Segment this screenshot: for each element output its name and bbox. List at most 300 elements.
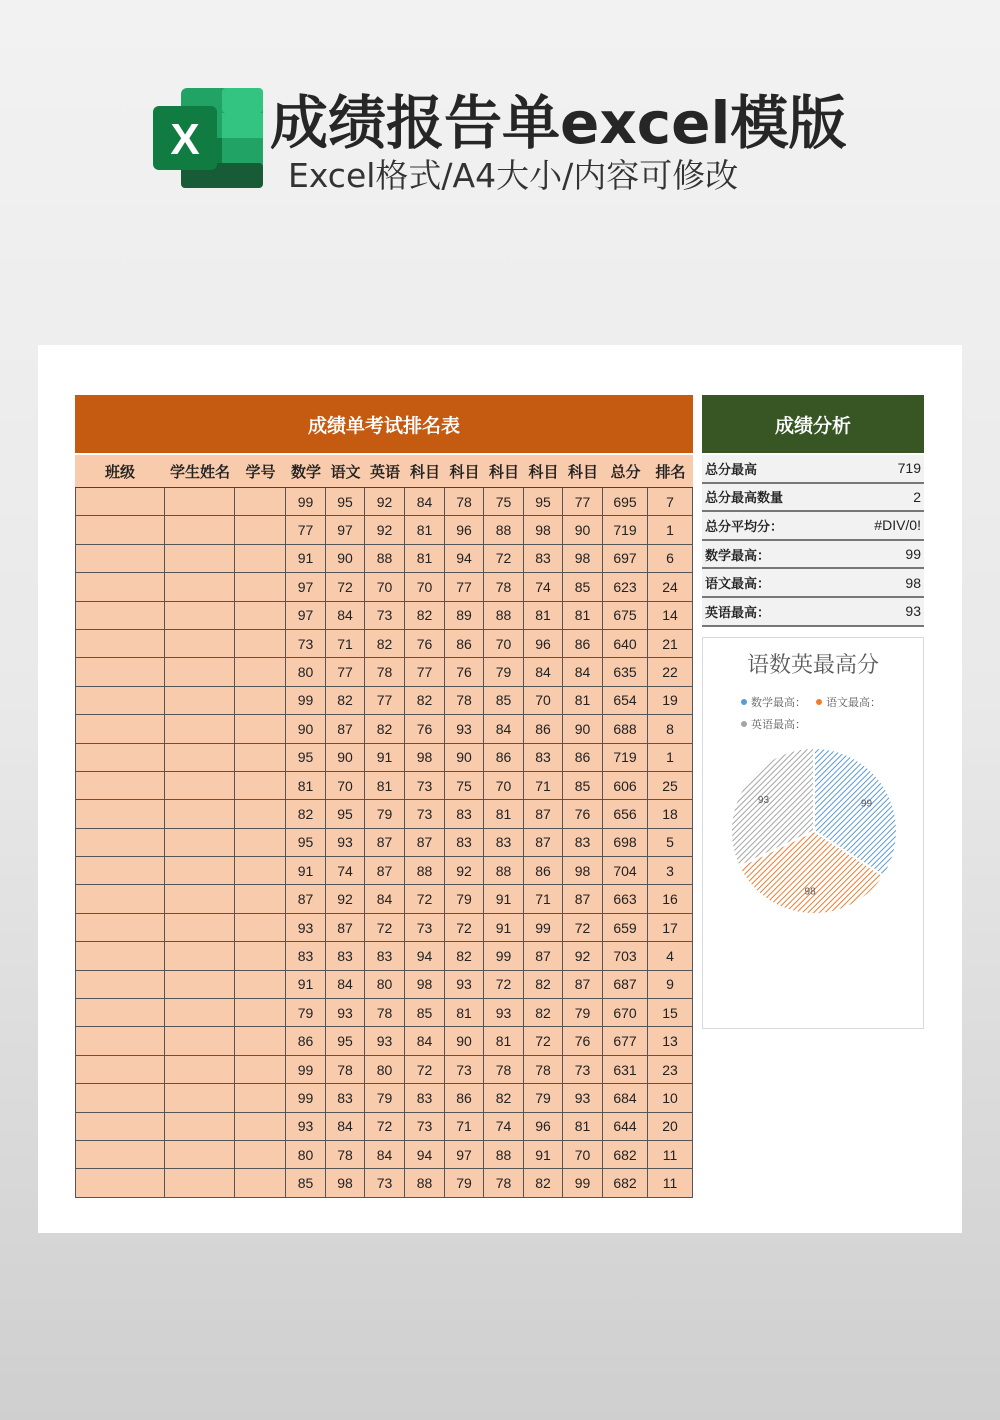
- table-cell[interactable]: 79: [445, 1169, 484, 1196]
- table-cell[interactable]: 635: [603, 658, 648, 685]
- table-cell[interactable]: 83: [326, 1084, 365, 1111]
- table-cell[interactable]: 88: [484, 857, 524, 884]
- table-cell[interactable]: 93: [286, 914, 326, 941]
- table-cell[interactable]: 670: [603, 999, 648, 1026]
- table-cell[interactable]: 98: [524, 516, 563, 543]
- table-cell[interactable]: 73: [286, 630, 326, 657]
- table-cell[interactable]: 81: [365, 772, 405, 799]
- table-cell[interactable]: 77: [405, 658, 445, 685]
- table-cell[interactable]: [235, 1027, 286, 1054]
- table-cell[interactable]: 88: [365, 545, 405, 572]
- table-cell[interactable]: [165, 1169, 235, 1196]
- table-cell[interactable]: 83: [286, 942, 326, 969]
- table-cell[interactable]: 74: [484, 1113, 524, 1140]
- table-cell[interactable]: 94: [405, 1141, 445, 1168]
- table-cell[interactable]: 70: [524, 687, 563, 714]
- table-cell[interactable]: 697: [603, 545, 648, 572]
- table-cell[interactable]: 93: [365, 1027, 405, 1054]
- table-cell[interactable]: 76: [563, 1027, 603, 1054]
- table-cell[interactable]: 87: [286, 885, 326, 912]
- table-cell[interactable]: 82: [405, 602, 445, 629]
- table-cell[interactable]: 79: [524, 1084, 563, 1111]
- table-cell[interactable]: [165, 857, 235, 884]
- table-cell[interactable]: 84: [563, 658, 603, 685]
- table-cell[interactable]: 87: [524, 829, 563, 856]
- table-cell[interactable]: 91: [365, 744, 405, 771]
- table-cell[interactable]: 78: [524, 1056, 563, 1083]
- table-cell[interactable]: [75, 1141, 165, 1168]
- table-cell[interactable]: 75: [445, 772, 484, 799]
- table-cell[interactable]: 76: [445, 658, 484, 685]
- table-cell[interactable]: 85: [286, 1169, 326, 1196]
- table-cell[interactable]: [165, 829, 235, 856]
- table-cell[interactable]: 78: [445, 687, 484, 714]
- table-cell[interactable]: 93: [445, 971, 484, 998]
- table-cell[interactable]: [75, 1027, 165, 1054]
- table-cell[interactable]: 87: [524, 942, 563, 969]
- table-cell[interactable]: 72: [365, 914, 405, 941]
- table-cell[interactable]: 79: [484, 658, 524, 685]
- table-cell[interactable]: 80: [286, 1141, 326, 1168]
- table-cell[interactable]: [75, 914, 165, 941]
- table-cell[interactable]: 20: [648, 1113, 693, 1140]
- table-cell[interactable]: 5: [648, 829, 693, 856]
- table-cell[interactable]: 79: [365, 800, 405, 827]
- table-cell[interactable]: 71: [326, 630, 365, 657]
- table-cell[interactable]: 73: [563, 1056, 603, 1083]
- table-cell[interactable]: 84: [326, 602, 365, 629]
- table-cell[interactable]: 719: [603, 516, 648, 543]
- table-cell[interactable]: 87: [365, 829, 405, 856]
- table-cell[interactable]: 83: [405, 1084, 445, 1111]
- table-cell[interactable]: [235, 857, 286, 884]
- table-cell[interactable]: [235, 573, 286, 600]
- table-cell[interactable]: 95: [286, 829, 326, 856]
- table-cell[interactable]: [75, 488, 165, 515]
- table-cell[interactable]: 79: [445, 885, 484, 912]
- table-cell[interactable]: 89: [445, 602, 484, 629]
- table-cell[interactable]: [165, 658, 235, 685]
- table-cell[interactable]: 88: [484, 516, 524, 543]
- table-cell[interactable]: 90: [286, 715, 326, 742]
- table-cell[interactable]: 659: [603, 914, 648, 941]
- table-cell[interactable]: 87: [405, 829, 445, 856]
- table-cell[interactable]: 94: [405, 942, 445, 969]
- table-cell[interactable]: 663: [603, 885, 648, 912]
- table-cell[interactable]: [75, 630, 165, 657]
- pie-chart[interactable]: [702, 637, 924, 1029]
- table-cell[interactable]: 82: [445, 942, 484, 969]
- table-cell[interactable]: 631: [603, 1056, 648, 1083]
- table-cell[interactable]: 73: [405, 772, 445, 799]
- table-cell[interactable]: [165, 772, 235, 799]
- table-cell[interactable]: [235, 687, 286, 714]
- table-cell[interactable]: 79: [563, 999, 603, 1026]
- table-cell[interactable]: 75: [484, 488, 524, 515]
- table-cell[interactable]: [75, 687, 165, 714]
- table-cell[interactable]: [165, 488, 235, 515]
- table-cell[interactable]: 79: [365, 1084, 405, 1111]
- table-cell[interactable]: 92: [365, 516, 405, 543]
- table-cell[interactable]: 21: [648, 630, 693, 657]
- table-cell[interactable]: 76: [405, 630, 445, 657]
- table-cell[interactable]: 82: [524, 999, 563, 1026]
- table-cell[interactable]: 695: [603, 488, 648, 515]
- table-cell[interactable]: 74: [326, 857, 365, 884]
- table-cell[interactable]: 99: [286, 1056, 326, 1083]
- table-cell[interactable]: 96: [524, 630, 563, 657]
- table-cell[interactable]: 90: [326, 744, 365, 771]
- table-cell[interactable]: 640: [603, 630, 648, 657]
- table-cell[interactable]: 78: [445, 488, 484, 515]
- table-cell[interactable]: 81: [484, 800, 524, 827]
- table-cell[interactable]: [165, 1113, 235, 1140]
- table-cell[interactable]: 90: [445, 744, 484, 771]
- table-cell[interactable]: [75, 573, 165, 600]
- table-cell[interactable]: 87: [365, 857, 405, 884]
- table-cell[interactable]: 82: [405, 687, 445, 714]
- table-cell[interactable]: 79: [286, 999, 326, 1026]
- table-cell[interactable]: 70: [563, 1141, 603, 1168]
- table-cell[interactable]: 675: [603, 602, 648, 629]
- table-cell[interactable]: [75, 658, 165, 685]
- table-cell[interactable]: [165, 800, 235, 827]
- table-cell[interactable]: 78: [365, 999, 405, 1026]
- table-cell[interactable]: 688: [603, 715, 648, 742]
- table-cell[interactable]: 98: [563, 545, 603, 572]
- table-cell[interactable]: [235, 829, 286, 856]
- table-cell[interactable]: 78: [484, 1169, 524, 1196]
- table-cell[interactable]: 77: [326, 658, 365, 685]
- table-cell[interactable]: 84: [484, 715, 524, 742]
- table-cell[interactable]: 15: [648, 999, 693, 1026]
- analysis-value[interactable]: 93: [905, 603, 921, 620]
- table-cell[interactable]: [235, 1084, 286, 1111]
- table-cell[interactable]: 87: [326, 715, 365, 742]
- table-cell[interactable]: 84: [365, 1141, 405, 1168]
- table-cell[interactable]: [75, 744, 165, 771]
- table-cell[interactable]: [165, 630, 235, 657]
- table-cell[interactable]: 77: [445, 573, 484, 600]
- table-cell[interactable]: [235, 1113, 286, 1140]
- table-cell[interactable]: [235, 1056, 286, 1083]
- table-cell[interactable]: 11: [648, 1169, 693, 1196]
- table-cell[interactable]: 8: [648, 715, 693, 742]
- table-cell[interactable]: 86: [445, 1084, 484, 1111]
- table-cell[interactable]: [235, 744, 286, 771]
- table-cell[interactable]: 88: [405, 857, 445, 884]
- table-cell[interactable]: 1: [648, 744, 693, 771]
- analysis-value[interactable]: 2: [913, 488, 921, 505]
- table-cell[interactable]: 84: [405, 1027, 445, 1054]
- table-cell[interactable]: 93: [484, 999, 524, 1026]
- table-cell[interactable]: 76: [405, 715, 445, 742]
- table-cell[interactable]: [165, 744, 235, 771]
- analysis-value[interactable]: 99: [905, 546, 921, 563]
- table-cell[interactable]: 70: [405, 573, 445, 600]
- table-cell[interactable]: 684: [603, 1084, 648, 1111]
- table-cell[interactable]: 98: [405, 744, 445, 771]
- table-cell[interactable]: 82: [286, 800, 326, 827]
- table-cell[interactable]: 99: [286, 687, 326, 714]
- table-cell[interactable]: [165, 1141, 235, 1168]
- table-cell[interactable]: 99: [286, 1084, 326, 1111]
- table-cell[interactable]: [235, 545, 286, 572]
- table-cell[interactable]: 654: [603, 687, 648, 714]
- table-cell[interactable]: 623: [603, 573, 648, 600]
- table-cell[interactable]: 85: [484, 687, 524, 714]
- table-cell[interactable]: 682: [603, 1169, 648, 1196]
- table-cell[interactable]: 83: [445, 800, 484, 827]
- table-cell[interactable]: [165, 516, 235, 543]
- table-cell[interactable]: 93: [563, 1084, 603, 1111]
- table-cell[interactable]: [235, 914, 286, 941]
- table-cell[interactable]: 87: [524, 800, 563, 827]
- table-cell[interactable]: 81: [563, 602, 603, 629]
- table-cell[interactable]: 72: [326, 573, 365, 600]
- table-cell[interactable]: 82: [365, 715, 405, 742]
- table-cell[interactable]: 84: [405, 488, 445, 515]
- table-cell[interactable]: 72: [445, 914, 484, 941]
- table-cell[interactable]: 90: [563, 715, 603, 742]
- table-cell[interactable]: 71: [524, 772, 563, 799]
- table-cell[interactable]: 78: [484, 573, 524, 600]
- table-cell[interactable]: 86: [445, 630, 484, 657]
- table-cell[interactable]: [165, 545, 235, 572]
- table-cell[interactable]: [165, 573, 235, 600]
- table-cell[interactable]: 88: [484, 1141, 524, 1168]
- table-cell[interactable]: 88: [484, 602, 524, 629]
- table-cell[interactable]: 23: [648, 1056, 693, 1083]
- table-cell[interactable]: 73: [365, 602, 405, 629]
- table-cell[interactable]: 72: [405, 1056, 445, 1083]
- table-cell[interactable]: 72: [563, 914, 603, 941]
- table-cell[interactable]: 80: [286, 658, 326, 685]
- table-cell[interactable]: 78: [484, 1056, 524, 1083]
- table-cell[interactable]: [235, 885, 286, 912]
- table-cell[interactable]: 85: [405, 999, 445, 1026]
- table-cell[interactable]: 83: [326, 942, 365, 969]
- table-cell[interactable]: [165, 1027, 235, 1054]
- table-cell[interactable]: [165, 687, 235, 714]
- table-cell[interactable]: 99: [524, 914, 563, 941]
- table-cell[interactable]: 81: [405, 516, 445, 543]
- table-cell[interactable]: 91: [286, 857, 326, 884]
- table-cell[interactable]: 97: [286, 573, 326, 600]
- table-cell[interactable]: 83: [524, 545, 563, 572]
- table-cell[interactable]: 87: [563, 885, 603, 912]
- table-cell[interactable]: 99: [484, 942, 524, 969]
- table-cell[interactable]: 86: [286, 1027, 326, 1054]
- table-cell[interactable]: 71: [524, 885, 563, 912]
- table-cell[interactable]: 73: [405, 800, 445, 827]
- table-cell[interactable]: [235, 488, 286, 515]
- table-cell[interactable]: 25: [648, 772, 693, 799]
- table-cell[interactable]: [165, 885, 235, 912]
- table-cell[interactable]: 606: [603, 772, 648, 799]
- table-cell[interactable]: [75, 516, 165, 543]
- table-cell[interactable]: 95: [326, 800, 365, 827]
- table-cell[interactable]: 82: [326, 687, 365, 714]
- table-cell[interactable]: 70: [365, 573, 405, 600]
- table-cell[interactable]: [75, 1113, 165, 1140]
- table-cell[interactable]: 98: [326, 1169, 365, 1196]
- table-cell[interactable]: [75, 942, 165, 969]
- table-cell[interactable]: 93: [326, 829, 365, 856]
- table-cell[interactable]: 81: [524, 602, 563, 629]
- table-cell[interactable]: 83: [484, 829, 524, 856]
- table-cell[interactable]: 86: [484, 744, 524, 771]
- table-cell[interactable]: 98: [405, 971, 445, 998]
- table-cell[interactable]: 83: [563, 829, 603, 856]
- table-cell[interactable]: [75, 1084, 165, 1111]
- table-cell[interactable]: 78: [326, 1056, 365, 1083]
- table-cell[interactable]: 91: [484, 914, 524, 941]
- table-cell[interactable]: 73: [405, 1113, 445, 1140]
- table-cell[interactable]: 85: [563, 573, 603, 600]
- table-cell[interactable]: [75, 715, 165, 742]
- table-cell[interactable]: [235, 800, 286, 827]
- table-cell[interactable]: [165, 1084, 235, 1111]
- table-cell[interactable]: 81: [405, 545, 445, 572]
- table-cell[interactable]: 78: [326, 1141, 365, 1168]
- table-cell[interactable]: 719: [603, 744, 648, 771]
- table-cell[interactable]: [75, 772, 165, 799]
- table-cell[interactable]: 687: [603, 971, 648, 998]
- table-cell[interactable]: 10: [648, 1084, 693, 1111]
- analysis-value[interactable]: #DIV/0!: [874, 517, 921, 534]
- table-cell[interactable]: 96: [524, 1113, 563, 1140]
- table-cell[interactable]: 13: [648, 1027, 693, 1054]
- table-cell[interactable]: 81: [563, 1113, 603, 1140]
- table-cell[interactable]: 97: [326, 516, 365, 543]
- table-cell[interactable]: 22: [648, 658, 693, 685]
- table-cell[interactable]: 86: [563, 630, 603, 657]
- table-cell[interactable]: [75, 971, 165, 998]
- table-cell[interactable]: [235, 1141, 286, 1168]
- table-cell[interactable]: 91: [286, 971, 326, 998]
- table-cell[interactable]: 7: [648, 488, 693, 515]
- table-cell[interactable]: 95: [524, 488, 563, 515]
- table-cell[interactable]: 77: [286, 516, 326, 543]
- table-cell[interactable]: [235, 658, 286, 685]
- table-cell[interactable]: 16: [648, 885, 693, 912]
- table-cell[interactable]: 95: [286, 744, 326, 771]
- table-cell[interactable]: 74: [524, 573, 563, 600]
- table-cell[interactable]: 704: [603, 857, 648, 884]
- table-cell[interactable]: 82: [524, 1169, 563, 1196]
- table-cell[interactable]: 83: [524, 744, 563, 771]
- table-cell[interactable]: 73: [445, 1056, 484, 1083]
- table-cell[interactable]: 95: [326, 1027, 365, 1054]
- table-cell[interactable]: 98: [563, 857, 603, 884]
- table-cell[interactable]: 70: [484, 630, 524, 657]
- table-cell[interactable]: [235, 516, 286, 543]
- table-cell[interactable]: 86: [524, 857, 563, 884]
- table-cell[interactable]: [75, 857, 165, 884]
- table-cell[interactable]: [235, 772, 286, 799]
- table-cell[interactable]: 93: [286, 1113, 326, 1140]
- table-cell[interactable]: 11: [648, 1141, 693, 1168]
- table-cell[interactable]: [75, 1056, 165, 1083]
- table-cell[interactable]: 73: [365, 1169, 405, 1196]
- table-cell[interactable]: [75, 1169, 165, 1196]
- table-cell[interactable]: 91: [286, 545, 326, 572]
- table-cell[interactable]: 76: [563, 800, 603, 827]
- table-cell[interactable]: [75, 602, 165, 629]
- table-cell[interactable]: 1: [648, 516, 693, 543]
- table-cell[interactable]: [75, 800, 165, 827]
- table-cell[interactable]: 94: [445, 545, 484, 572]
- table-cell[interactable]: [235, 1169, 286, 1196]
- table-cell[interactable]: [75, 885, 165, 912]
- table-cell[interactable]: 83: [445, 829, 484, 856]
- table-cell[interactable]: 644: [603, 1113, 648, 1140]
- table-cell[interactable]: 656: [603, 800, 648, 827]
- table-cell[interactable]: 91: [524, 1141, 563, 1168]
- analysis-value[interactable]: 98: [905, 574, 921, 591]
- table-cell[interactable]: 682: [603, 1141, 648, 1168]
- table-cell[interactable]: 19: [648, 687, 693, 714]
- table-cell[interactable]: 93: [445, 715, 484, 742]
- table-cell[interactable]: 72: [524, 1027, 563, 1054]
- table-cell[interactable]: 87: [563, 971, 603, 998]
- table-cell[interactable]: 17: [648, 914, 693, 941]
- table-cell[interactable]: [235, 999, 286, 1026]
- table-cell[interactable]: 78: [365, 658, 405, 685]
- table-cell[interactable]: [235, 715, 286, 742]
- table-cell[interactable]: 81: [563, 687, 603, 714]
- table-cell[interactable]: 99: [286, 488, 326, 515]
- table-cell[interactable]: 698: [603, 829, 648, 856]
- table-cell[interactable]: 95: [326, 488, 365, 515]
- table-cell[interactable]: [75, 829, 165, 856]
- table-cell[interactable]: 90: [563, 516, 603, 543]
- table-cell[interactable]: 70: [326, 772, 365, 799]
- table-cell[interactable]: 96: [445, 516, 484, 543]
- table-cell[interactable]: 80: [365, 1056, 405, 1083]
- table-cell[interactable]: [165, 914, 235, 941]
- table-cell[interactable]: 14: [648, 602, 693, 629]
- table-cell[interactable]: 92: [326, 885, 365, 912]
- table-cell[interactable]: 91: [484, 885, 524, 912]
- table-cell[interactable]: 99: [563, 1169, 603, 1196]
- table-cell[interactable]: 72: [365, 1113, 405, 1140]
- table-cell[interactable]: 81: [445, 999, 484, 1026]
- table-cell[interactable]: 18: [648, 800, 693, 827]
- table-cell[interactable]: 82: [365, 630, 405, 657]
- table-cell[interactable]: 90: [445, 1027, 484, 1054]
- table-cell[interactable]: [75, 999, 165, 1026]
- table-cell[interactable]: 6: [648, 545, 693, 572]
- table-cell[interactable]: 77: [563, 488, 603, 515]
- table-cell[interactable]: [165, 971, 235, 998]
- table-cell[interactable]: 83: [365, 942, 405, 969]
- table-cell[interactable]: [235, 971, 286, 998]
- table-cell[interactable]: 80: [365, 971, 405, 998]
- table-cell[interactable]: 92: [365, 488, 405, 515]
- table-cell[interactable]: 82: [524, 971, 563, 998]
- table-cell[interactable]: 72: [484, 971, 524, 998]
- table-cell[interactable]: [235, 630, 286, 657]
- table-cell[interactable]: 677: [603, 1027, 648, 1054]
- table-cell[interactable]: 4: [648, 942, 693, 969]
- table-cell[interactable]: 97: [445, 1141, 484, 1168]
- table-cell[interactable]: 85: [563, 772, 603, 799]
- table-cell[interactable]: [165, 1056, 235, 1083]
- table-cell[interactable]: 84: [326, 1113, 365, 1140]
- table-cell[interactable]: 97: [286, 602, 326, 629]
